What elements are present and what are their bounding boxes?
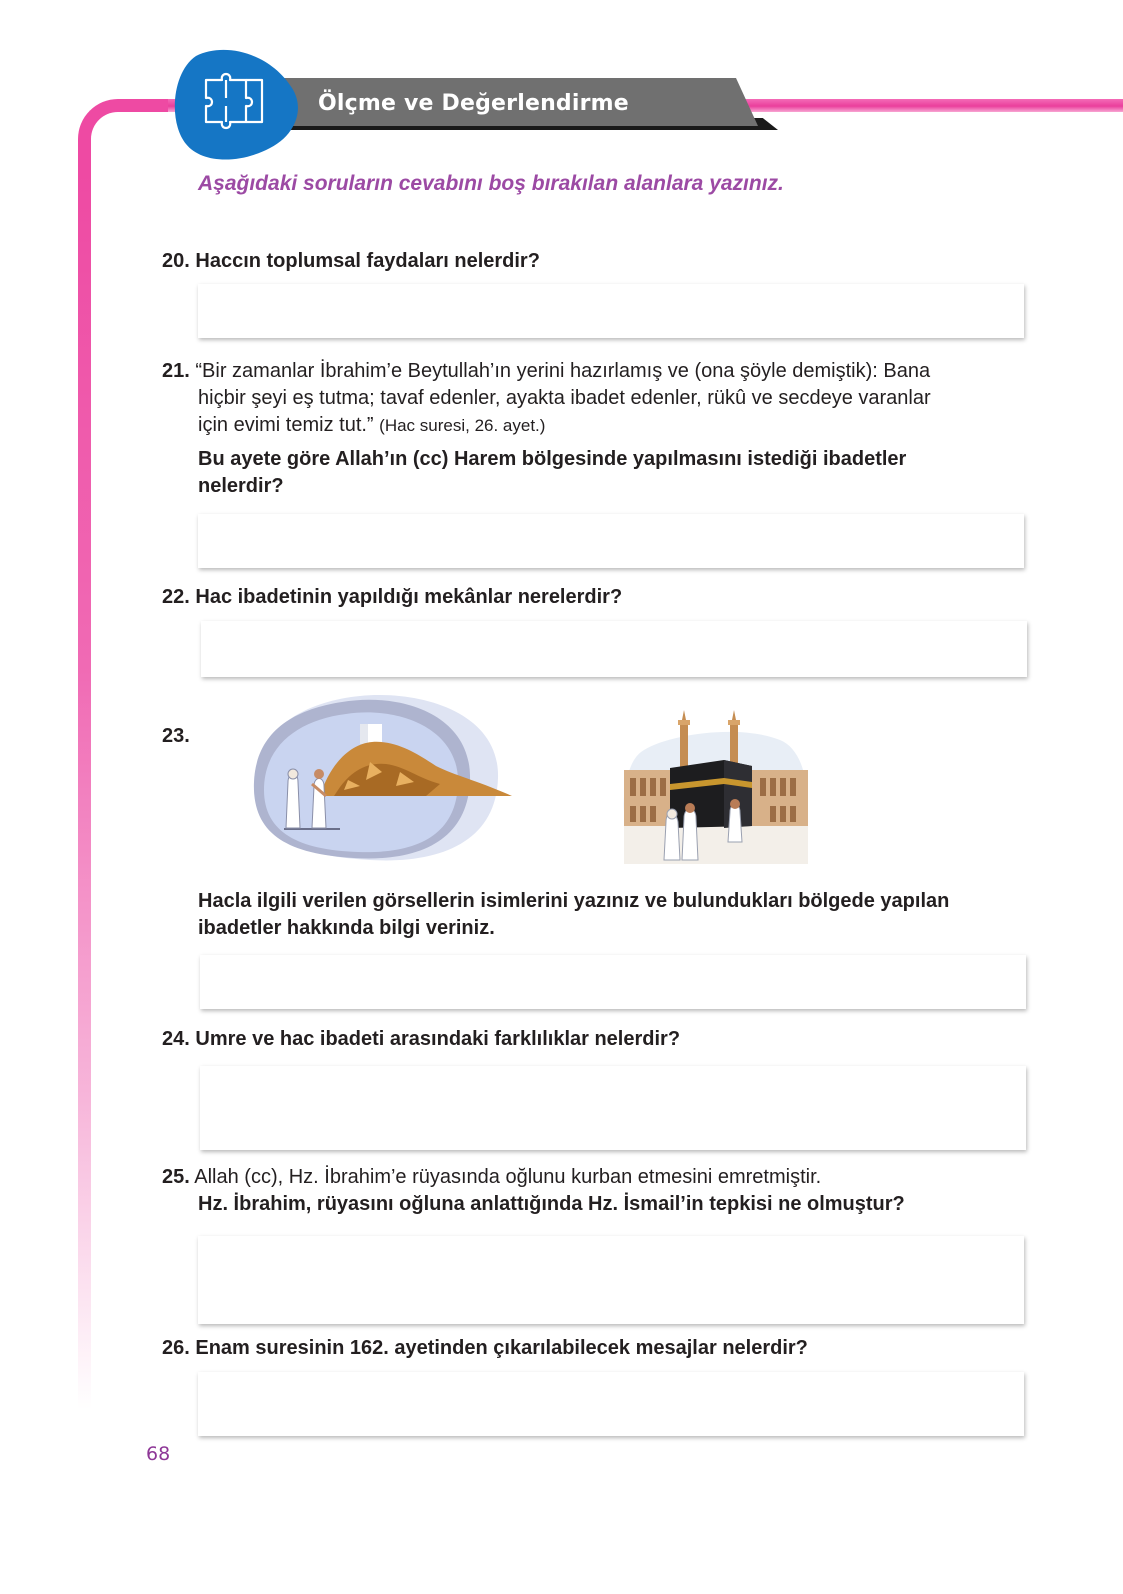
question-21 <box>162 358 1022 385</box>
question-number: 26. <box>162 1337 190 1359</box>
arafat-mountain-pilgrims-illustration <box>250 692 518 864</box>
quote-line-2: hiçbir şeyi eş tutma; tavaf edenler, ayakta ibadet edenler, rükû ve secdeye varanlar <box>198 387 931 409</box>
question-24 <box>162 1028 680 1051</box>
question-text: Enam suresinin 162. ayetinden çıkarılabilecek mesajlar nelerdir? <box>195 1337 808 1359</box>
answer-box-26[interactable] <box>198 1372 1024 1436</box>
question-number: 21. <box>162 360 190 382</box>
answer-box-24[interactable] <box>200 1066 1026 1150</box>
question-number: 20. <box>162 250 190 272</box>
question-23-line-1: Hacla ilgili verilen görsellerin isimlerini yazınız ve bulundukları bölgede yapılan <box>198 890 950 912</box>
pink-frame-left <box>78 170 91 1410</box>
puzzle-icon <box>174 48 302 162</box>
answer-box-23[interactable] <box>200 955 1026 1009</box>
question-number: 24. <box>162 1028 190 1050</box>
answer-box-20[interactable] <box>198 284 1024 338</box>
question-26 <box>162 1337 808 1360</box>
answer-box-21[interactable] <box>198 514 1024 568</box>
pink-frame-corner <box>78 99 168 189</box>
question-22 <box>162 586 622 609</box>
section-title: Ölçme ve Değerlendirme <box>318 91 629 116</box>
question-25 <box>162 1164 821 1191</box>
page-number: 68 <box>146 1443 171 1465</box>
instruction-text: Aşağıdaki soruların cevabını boş bırakılan alanlara yazınız. <box>198 172 784 195</box>
kaaba-masjid-al-haram-illustration <box>620 710 810 868</box>
question-23-number: 23. <box>162 725 190 747</box>
question-text: Umre ve hac ibadeti arasındaki farklılıklar nelerdir? <box>195 1028 681 1050</box>
question-text: Haccın toplumsal faydaları nelerdir? <box>195 250 540 272</box>
question-25-line-2: Hz. İbrahim, rüyasını oğluna anlattığında Hz. İsmail’in tepkisi ne olmuştur? <box>198 1193 905 1215</box>
question-23-line-2: ibadetler hakkında bilgi veriniz. <box>198 917 495 939</box>
question-21-line-1: Bu ayete göre Allah’ın (cc) Harem bölgesinde yapılmasını istediği ibadetler <box>198 448 907 470</box>
quote-line-3-wrap <box>198 412 545 439</box>
question-21-line-2: nelerdir? <box>198 475 284 497</box>
question-text: Hac ibadetinin yapıldığı mekânlar nerelerdir? <box>195 586 623 608</box>
question-25-line-1: Allah (cc), Hz. İbrahim’e rüyasında oğlunu kurban etmesini emretmiştir. <box>194 1166 822 1188</box>
answer-box-22[interactable] <box>201 621 1027 677</box>
question-20 <box>162 250 540 273</box>
verse-source: (Hac suresi, 26. ayet.) <box>379 416 546 435</box>
quote-line-1: “Bir zamanlar İbrahim’e Beytullah’ın yerini hazırlamış ve (ona şöyle demiştik): Bana <box>195 360 931 382</box>
question-number: 22. <box>162 586 190 608</box>
quote-line-3: için evimi temiz tut.” <box>198 414 374 436</box>
answer-box-25[interactable] <box>198 1236 1024 1324</box>
question-number: 25. <box>162 1166 190 1188</box>
